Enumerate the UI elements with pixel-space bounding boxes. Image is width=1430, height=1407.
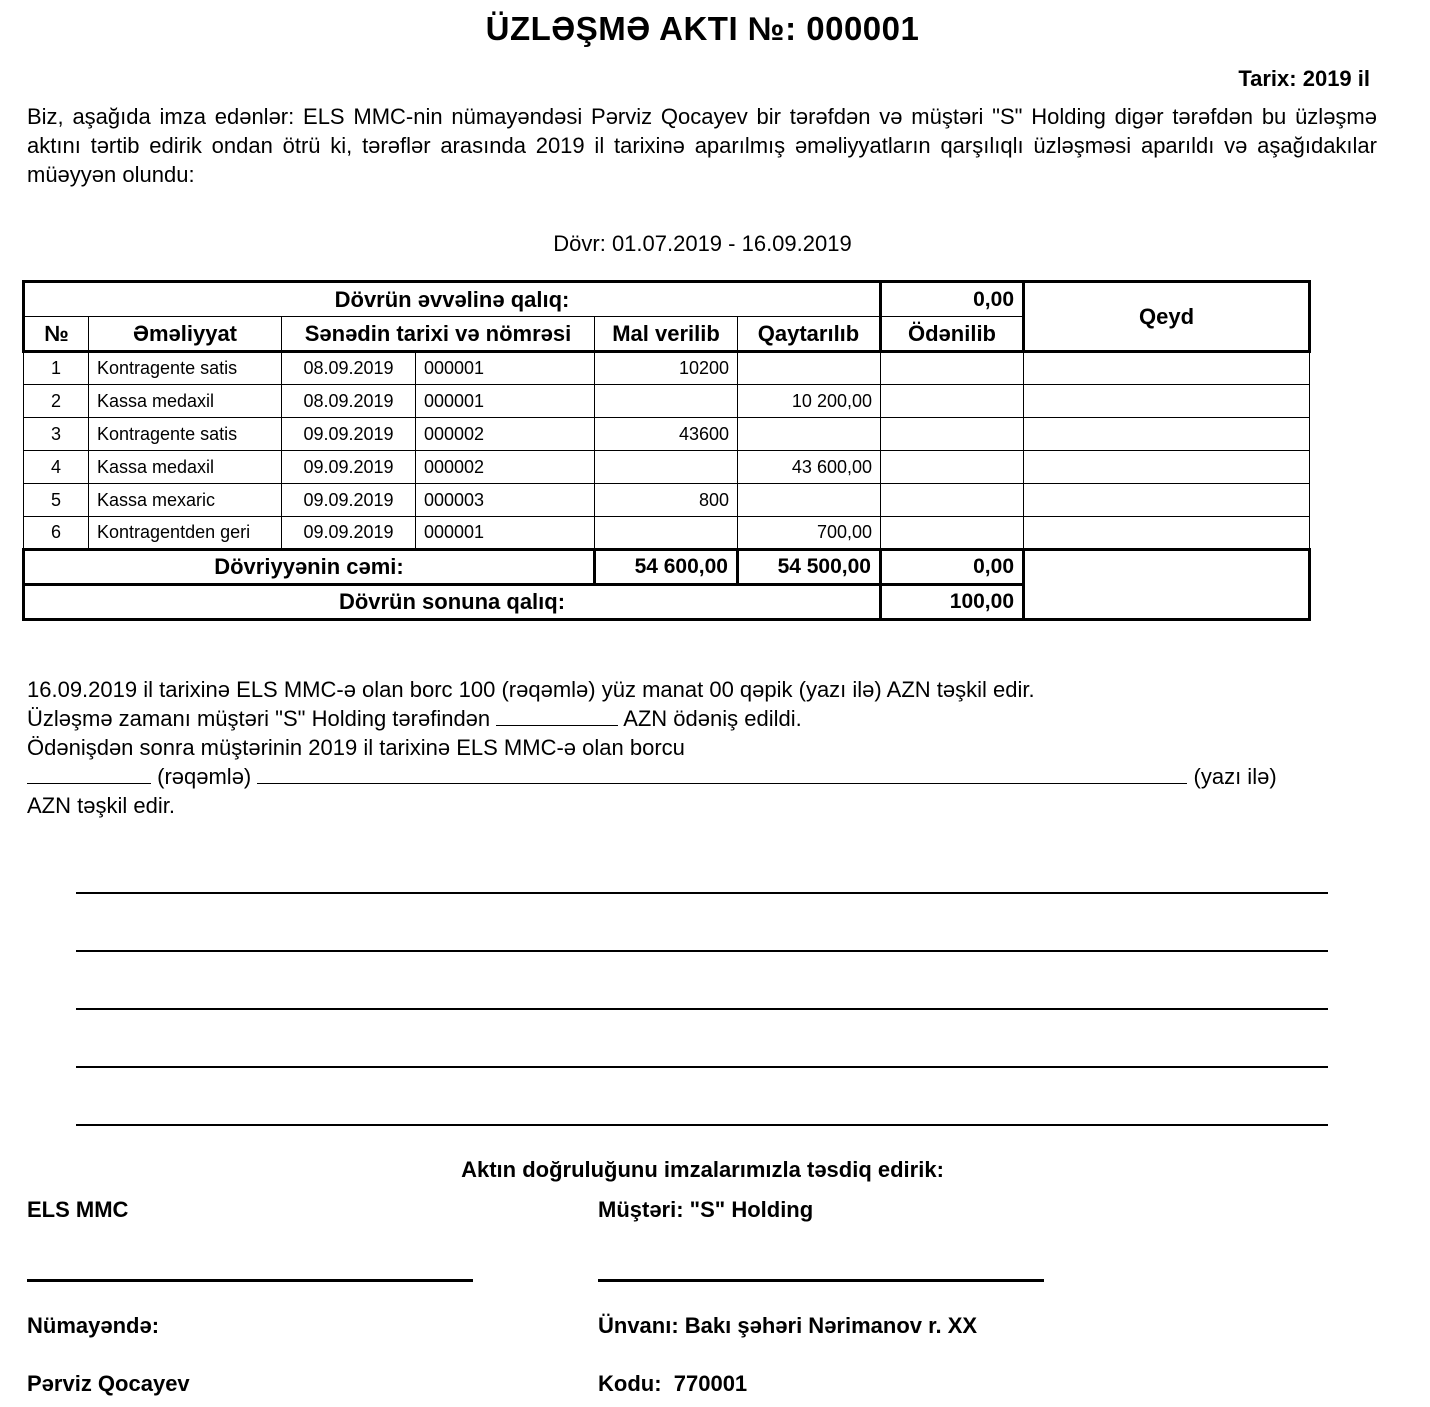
col-operation: Əməliyyat: [89, 317, 282, 352]
debt-words-blank[interactable]: [257, 763, 1187, 784]
turnover-goods-given: 54 600,00: [595, 550, 738, 585]
intro-text: Biz, aşağıda imza edənlər: ELS MMC-nin nümayəndəsi Pərviz Qocayev bir tərəfdən və müştəri "S" Holding digər tərəfdən bu üzləşmə aktını tərtib edirik ondan ötrü ki, tərəflər arasında 2019 il tarixinə aparılmış əməliyyatların qarşılıqlı üzləşməsi aparıldı və aşağıdakılar müəyyən olundu:: [27, 104, 1377, 187]
row-operation: Kassa medaxil: [89, 385, 282, 418]
row-date: 09.09.2019: [282, 517, 416, 550]
row-paid: [881, 451, 1024, 484]
row-note: [1024, 517, 1310, 550]
turnover-returned: 54 500,00: [738, 550, 881, 585]
confirmation-heading: Aktın doğruluğunu imzalarımızla təsdiq edirik:: [461, 1157, 944, 1182]
table-row: [24, 352, 1310, 385]
closing-balance-label: Dövrün sonuna qalıq:: [24, 585, 881, 620]
row-no: 1: [24, 352, 89, 385]
table-row: [24, 385, 1310, 418]
row-no: 3: [24, 418, 89, 451]
row-paid: [881, 517, 1024, 550]
row-returned: [738, 352, 881, 385]
payment-amount-blank[interactable]: [496, 705, 618, 726]
row-date: 08.09.2019: [282, 385, 416, 418]
row-note: [1024, 352, 1310, 385]
row-doc-no: 000002: [416, 418, 595, 451]
representative-name: Pərviz Qocayev: [27, 1371, 190, 1396]
row-no: 6: [24, 517, 89, 550]
opening-balance-row: [24, 282, 1310, 317]
company-name: ELS MMC: [27, 1197, 129, 1222]
client-address: Ünvanı: Bakı şəhəri Nərimanov r. XX: [598, 1313, 978, 1338]
turnover-paid: 0,00: [881, 550, 1024, 585]
row-operation: Kassa medaxil: [89, 451, 282, 484]
row-date: 08.09.2019: [282, 352, 416, 385]
row-operation: Kontragentden geri: [89, 517, 282, 550]
row-returned: [738, 484, 881, 517]
note-line[interactable]: [76, 892, 1328, 894]
opening-balance-label: Dövrün əvvəlinə qalıq:: [24, 282, 881, 317]
row-paid: [881, 352, 1024, 385]
representative-label: Nümayəndə:: [27, 1313, 160, 1338]
client-name: Müştəri: "S" Holding: [598, 1197, 814, 1222]
turnover-row: [24, 550, 1310, 585]
row-goods-given: [595, 517, 738, 550]
table-row: [24, 418, 1310, 451]
summary-line-4: [27, 762, 1327, 791]
row-doc-no: 000001: [416, 517, 595, 550]
note-line[interactable]: [76, 1008, 1328, 1010]
row-note: [1024, 418, 1310, 451]
row-note: [1024, 385, 1310, 418]
row-goods-given: [595, 451, 738, 484]
row-no: 5: [24, 484, 89, 517]
client-code: Kodu: 770001: [598, 1371, 748, 1396]
row-paid: [881, 418, 1024, 451]
row-goods-given: 43600: [595, 418, 738, 451]
table-row: [24, 451, 1310, 484]
row-date: 09.09.2019: [282, 451, 416, 484]
turnover-label: Dövriyyənin cəmi:: [24, 550, 595, 585]
note-line[interactable]: [76, 1124, 1328, 1126]
note-line[interactable]: [76, 1066, 1328, 1068]
document-date: Tarix: 2019 il: [1238, 66, 1370, 91]
opening-balance-value: 0,00: [881, 282, 1024, 317]
col-goods-given: Mal verilib: [595, 317, 738, 352]
row-returned: 10 200,00: [738, 385, 881, 418]
col-returned: Qaytarılıb: [738, 317, 881, 352]
row-operation: Kontragente satis: [89, 352, 282, 385]
note-line[interactable]: [76, 950, 1328, 952]
summary-line-2-end: AZN ödəniş edildi.: [623, 706, 802, 731]
row-doc-no: 000001: [416, 385, 595, 418]
summary-line-2: [27, 704, 1327, 733]
row-date: 09.09.2019: [282, 418, 416, 451]
row-paid: [881, 484, 1024, 517]
row-operation: Kontragente satis: [89, 418, 282, 451]
totals-note-cell: [1024, 550, 1310, 620]
words-caption: (yazı ilə): [1193, 764, 1277, 789]
row-doc-no: 000001: [416, 352, 595, 385]
row-goods-given: 800: [595, 484, 738, 517]
company-signature-line[interactable]: [27, 1279, 473, 1282]
col-document: Sənədin tarixi və nömrəsi: [282, 317, 595, 352]
summary-paragraph: [27, 675, 1327, 820]
period-range: Dövr: 01.07.2019 - 16.09.2019: [553, 231, 852, 256]
col-no: №: [24, 317, 89, 352]
intro-paragraph: [27, 102, 1377, 189]
table-row: [24, 484, 1310, 517]
reconciliation-table: [22, 280, 1311, 621]
row-returned: [738, 418, 881, 451]
row-note: [1024, 484, 1310, 517]
row-doc-no: 000003: [416, 484, 595, 517]
summary-line-1: 16.09.2019 il tarixinə ELS MMC-ə olan borc 100 (rəqəmlə) yüz manat 00 qəpik (yazı ilə) AZN təşkil edir.: [27, 677, 1035, 702]
row-goods-given: [595, 385, 738, 418]
document-title: ÜZLƏŞMƏ AKTI №: 000001: [485, 10, 920, 47]
row-paid: [881, 385, 1024, 418]
client-signature-line[interactable]: [598, 1279, 1044, 1282]
row-operation: Kassa mexaric: [89, 484, 282, 517]
closing-balance-value: 100,00: [881, 585, 1024, 620]
row-goods-given: 10200: [595, 352, 738, 385]
row-no: 4: [24, 451, 89, 484]
table-row: [24, 517, 1310, 550]
summary-line-5: AZN təşkil edir.: [27, 793, 175, 818]
debt-numeric-blank[interactable]: [27, 763, 151, 784]
summary-line-2-start: Üzləşmə zamanı müştəri "S" Holding tərəfindən: [27, 706, 491, 731]
row-returned: 43 600,00: [738, 451, 881, 484]
note-header: Qeyd: [1024, 282, 1310, 352]
row-no: 2: [24, 385, 89, 418]
row-doc-no: 000002: [416, 451, 595, 484]
summary-line-3: Ödənişdən sonra müştərinin 2019 il tarixinə ELS MMC-ə olan borcu: [27, 735, 685, 760]
row-date: 09.09.2019: [282, 484, 416, 517]
numeric-caption: (rəqəmlə): [157, 764, 252, 789]
notes-lines: [76, 892, 1328, 1182]
col-paid: Ödənilib: [881, 317, 1024, 352]
row-note: [1024, 451, 1310, 484]
row-returned: 700,00: [738, 517, 881, 550]
